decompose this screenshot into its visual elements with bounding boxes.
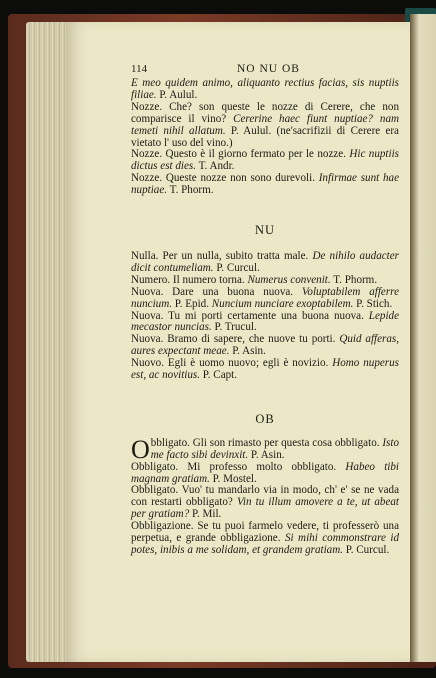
entries-ob [131, 434, 399, 557]
running-head: NO NU OB [237, 63, 300, 75]
dictionary-entry: Nulla. Per un nulla, subito tratta male. De nihilo audacter dicit contumeliam. P. Curcul. [131, 249, 399, 274]
section-heading-nu: NU [254, 223, 276, 238]
dictionary-entry: Nuova. Bramo di sapere, che nuove tu porti. Quid afferas, aures expectant meae. P. Asin. [131, 333, 399, 358]
dictionary-entry: Nozze. Queste nozze non sono durevoli. Infirmae sunt hae nuptiae. T. Phorm. [131, 172, 399, 197]
dictionary-entry: Nozze. Questo è il giorno fermato per le nozze. Hic nuptiis dictus est dies. T. Andr. [131, 148, 399, 173]
dictionary-entry: Obbligato. Gli son rimasto per questa cosa obbligato. Isto me facto sibi devinxit. P. Asin. [131, 434, 399, 464]
page-number: 114 [131, 63, 148, 75]
entries-nu [131, 251, 399, 382]
page-header [131, 64, 399, 77]
dictionary-entry: Obbligato. Mi professo molto obbligato. Habeo tibi magnam gratiam. P. Mostel. [131, 460, 399, 485]
dictionary-entry: E meo quidem animo, aliquanto rectius facias, sis nuptiis filiae. P. Aulul. [131, 77, 399, 101]
page-text [131, 64, 399, 557]
dictionary-entry: Nuova. Tu mi porti certamente una buona nuova. Lepide mecastor nuncias. P. Trucul. [131, 309, 399, 334]
dictionary-entry: Nozze. Che? son queste le nozze di Cerere, che non comparisce il vino? Cererine haec fiunt nuptiae? nam temeti nihil allatum. P. Aulul. (ne'sacrifizii di Cerere era vietato l' uso del vino.) [131, 100, 399, 149]
next-page-edge [410, 14, 436, 662]
entries-no [131, 78, 399, 197]
dictionary-entry: Obbligazione. Se tu puoi farmelo vedere, ti professerò una perpetua, e grande obbligazione. Si mihi commonstrare id potes, inibis a me solidam, et grandem gratiam. P. Curcul. [131, 520, 399, 556]
page-edges [26, 22, 70, 662]
section-heading-ob: OB [255, 411, 275, 426]
dictionary-entry: Nuova. Dare una buona nuova. Voluptabilem afferre nuncium. P. Epid. Nuncium nunciare exoptabilem. P. Stich. [131, 285, 400, 310]
drop-cap: O [131, 434, 150, 464]
dictionary-entry: Obbligato. Vuo' tu mandarlo via in modo, ch' e' se ne vada con restarti obbligato? Vin tu illum amovere a te, ut abeat per gratiam? P. Mil. [131, 484, 399, 521]
dictionary-entry: Nuovo. Egli è uomo nuovo; egli è novizio. Homo nuperus est, ac novitius. P. Capt. [131, 357, 399, 382]
dictionary-entry: Numero. Il numero torna. Numerus convenit. T. Phorm. [131, 273, 378, 286]
